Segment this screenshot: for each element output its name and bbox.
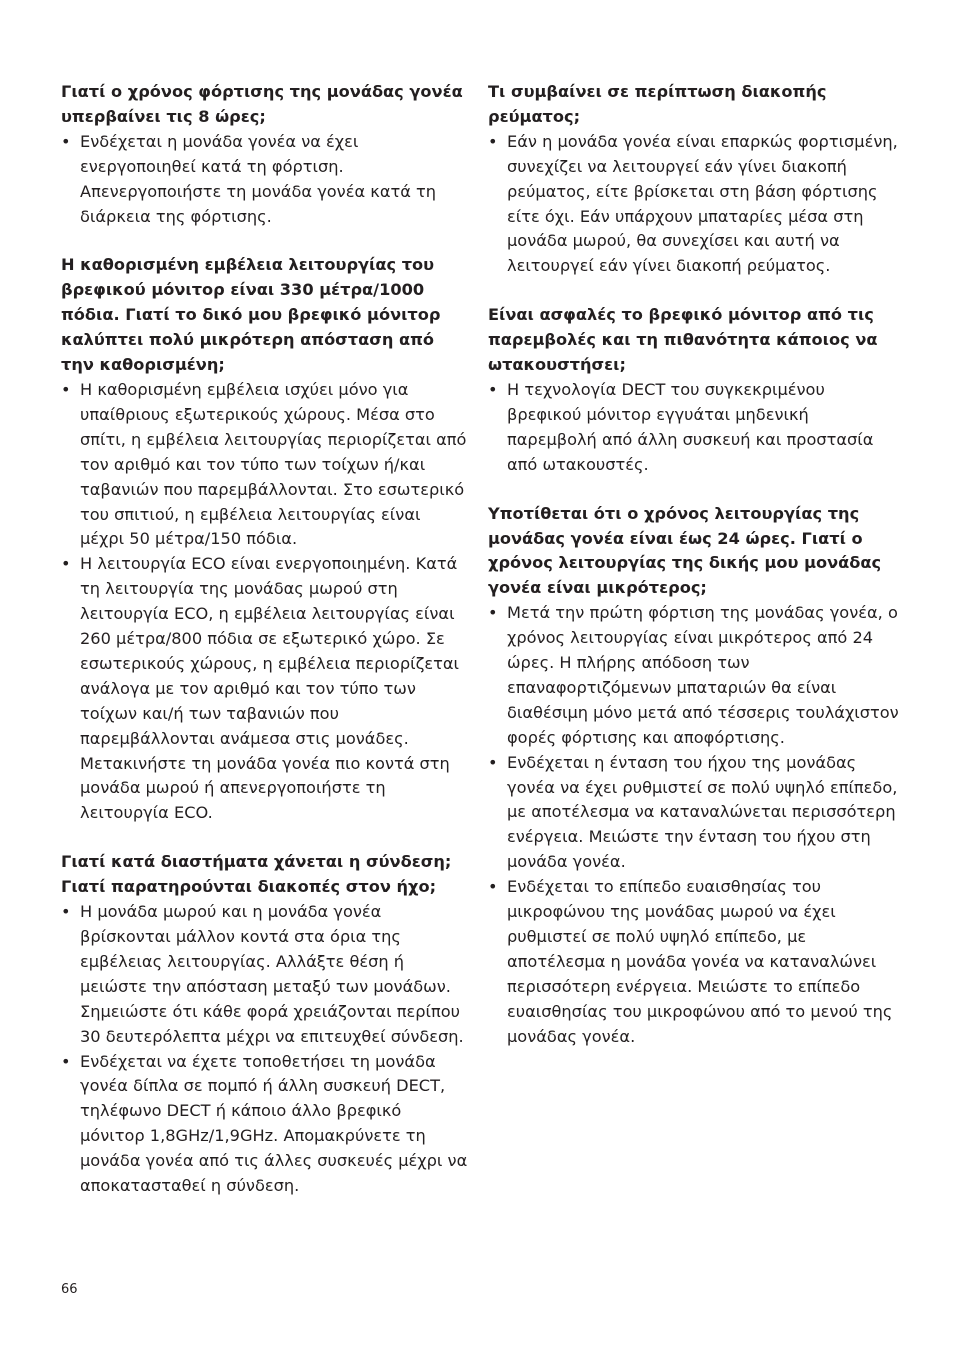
faq-section [488, 502, 900, 1050]
bullet-icon: • [488, 752, 498, 772]
faq-section [488, 80, 900, 279]
faq-answer [61, 130, 469, 230]
faq-answer [61, 1050, 469, 1199]
faq-answer-list [61, 130, 469, 230]
faq-section [61, 253, 469, 826]
faq-answer [61, 900, 469, 1049]
bullet-icon: • [61, 1051, 71, 1071]
faq-question: Η καθορισμένη εμβέλεια λειτουργίας του βρεφικού μόνιτορ είναι 330 μέτρα/1000 πόδια. Γιατί το δικό μου βρεφικό μόνιτορ καλύπτει πολύ μικρότερη απόσταση από την καθορισμένη; [61, 255, 441, 375]
faq-section [61, 80, 469, 229]
faq-question: Γιατί ο χρόνος φόρτισης της μονάδας γονέα υπερβαίνει τις 8 ώρες; [61, 82, 463, 126]
faq-answer-text: Μετά την πρώτη φόρτιση της μονάδας γονέα, ο χρόνος λειτουργίας είναι μικρότερος από 24 ώρες. Η πλήρης απόδοση των επαναφορτιζόμενων μπαταριών θα είναι διαθέσιμη μόνο μετά από τέσσερις τουλάχιστον φορές φόρτισης και αποφόρτισης. [507, 603, 899, 747]
faq-answer-text: Εάν η μονάδα γονέα είναι επαρκώς φορτισμένη, συνεχίζει να λειτουργεί εάν γίνει διακοπή ρεύματος, είτε βρίσκεται στη βάση φόρτισης είτε όχι. Εάν υπάρχουν μπαταρίες μέσα στη μονάδα μωρού, θα συνεχίσει και αυτή να λειτουργεί εάν γίνει διακοπή ρεύματος. [507, 131, 898, 276]
faq-section [488, 303, 900, 477]
faq-question: Είναι ασφαλές το βρεφικό μόνιτορ από τις παρεμβολές και τη πιθανότητα κάποιος να ωτακουστήσει; [488, 305, 878, 375]
faq-answer-list [488, 130, 900, 279]
faq-answer-list [61, 378, 469, 826]
faq-answer [488, 751, 900, 876]
faq-answer-list [61, 900, 469, 1199]
faq-question: Γιατί κατά διαστήματα χάνεται η σύνδεση; Γιατί παρατηρούνται διακοπές στον ήχο; [61, 852, 452, 897]
faq-answer-text: Ενδέχεται η ένταση του ήχου της μονάδας γονέα να έχει ρυθμιστεί σε πολύ υψηλό επίπεδο, με αποτέλεσμα να καταναλώνεται περισσότερη ενέργεια. Μειώστε την ένταση του ήχου στη μονάδα γονέα. [507, 752, 898, 872]
faq-answer [488, 378, 900, 478]
faq-answer-text: Η μονάδα μωρού και η μονάδα γονέα βρίσκονται μάλλον κοντά στα όρια της εμβέλειας λειτουργίας. Αλλάξτε θέση ή μειώστε την απόσταση μεταξύ των μονάδων. Σημειώστε ότι κάθε φορά χρειάζονται περίπου 30 δευτερόλεπτα μέχρι να επιτευχθεί σύνδεση. [80, 902, 464, 1046]
page-number: 66 [61, 1282, 78, 1297]
faq-answer-text: Ενδέχεται η μονάδα γονέα να έχει ενεργοποιηθεί κατά τη φόρτιση. Απενεργοποιήστε τη μονάδα γονέα κατά τη διάρκεια της φόρτισης. [80, 131, 437, 226]
bullet-icon: • [488, 603, 498, 623]
faq-answer-text: Ενδέχεται το επίπεδο ευαισθησίας του μικροφώνου της μονάδας μωρού να έχει ρυθμιστεί σε πολύ υψηλό επίπεδο, με αποτέλεσμα η μονάδα γονέα να καταναλώνει περισσότερη ενέργεια. Μειώστε το επίπεδο ευαισθησίας του μικροφώνου από το μενού της μονάδας γονέα. [507, 877, 893, 1046]
faq-answer [488, 601, 900, 750]
right-column [488, 80, 900, 1074]
faq-answer [488, 130, 900, 279]
faq-answer [61, 378, 469, 552]
faq-answer [61, 552, 469, 826]
faq-answer [488, 875, 900, 1049]
bullet-icon: • [488, 131, 498, 151]
bullet-icon: • [488, 877, 498, 897]
left-column [61, 80, 469, 1223]
faq-answer-list [488, 601, 900, 1049]
faq-answer-list [488, 378, 900, 478]
faq-answer-text: Η λειτουργία ECO είναι ενεργοποιημένη. Κατά τη λειτουργία της μονάδας μωρού στη λειτουργία ECO, η εμβέλεια λειτουργίας είναι 260 μέτρα/800 πόδια σε εξωτερικό χώρο. Σε εσωτερικούς χώρους, η εμβέλεια περιορίζεται ανάλογα με τον αριθμό και τον τύπο των τοίχων και/ή των ταβανιών που παρεμβάλλονται ανάμεσα στις μονάδες. Μετακινήστε τη μονάδα γονέα πιο κοντά στη μονάδα μωρού ή απενεργοποιήστε τη λειτουργία ECO. [80, 554, 460, 823]
faq-answer-text: Η τεχνολογία DECT του συγκεκριμένου βρεφικού μόνιτορ εγγυάται μηδενική παρεμβολή από άλλη συσκευή και προστασία από ωτακουστές. [507, 379, 874, 474]
faq-question: Τι συμβαίνει σε περίπτωση διακοπής ρεύματος; [488, 82, 827, 126]
faq-question: Υποτίθεται ότι ο χρόνος λειτουργίας της μονάδας γονέα είναι έως 24 ώρες. Γιατί ο χρόνος λειτουργίας της δικής μου μονάδας γονέα είναι μικρότερος; [488, 503, 882, 598]
bullet-icon: • [61, 902, 71, 922]
bullet-icon: • [488, 379, 498, 399]
faq-answer-text: Ενδέχεται να έχετε τοποθετήσει τη μονάδα γονέα δίπλα σε πομπό ή άλλη συσκευή DECT, τηλέφωνο DECT ή κάποιο άλλο βρεφικό μόνιτορ 1,8GHz/1,9GHz. Απομακρύνετε τη μονάδα γονέα από τις άλλες συσκευές μέχρι να αποκατασταθεί η σύνδεση. [80, 1051, 468, 1196]
faq-section [61, 850, 469, 1199]
bullet-icon: • [61, 554, 71, 574]
faq-answer-text: Η καθορισμένη εμβέλεια ισχύει μόνο για υπαίθριους εξωτερικούς χώρους. Μέσα στο σπίτι, η εμβέλεια λειτουργίας περιορίζεται από τον αριθμό και τον τύπο των τοίχων ή/και ταβανιών που παρεμβάλλονται. Στο εσωτερικό του σπιτιού, η εμβέλεια λειτουργίας είναι μέχρι 50 μέτρα/150 πόδια. [80, 379, 467, 549]
bullet-icon: • [61, 379, 71, 399]
bullet-icon: • [61, 131, 71, 151]
